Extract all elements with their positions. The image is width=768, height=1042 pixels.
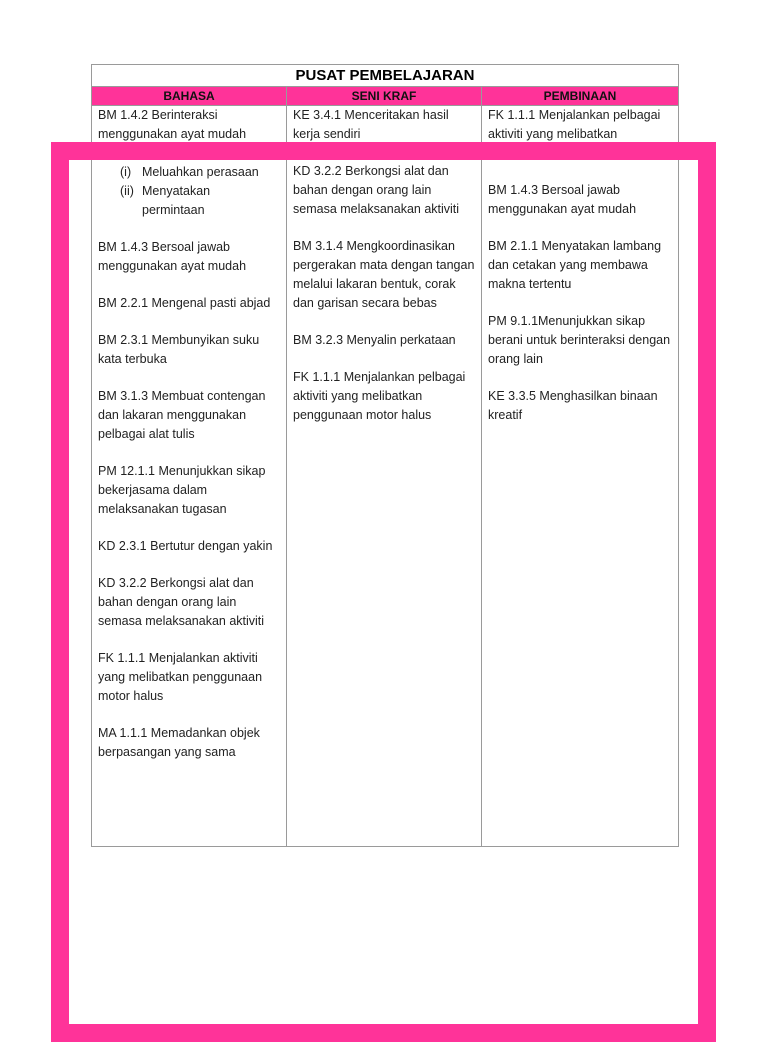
- list-item: FK 1.1.1 Menjalankan pelbagai aktiviti yang melibatkan penggunaan motor halus: [293, 370, 466, 422]
- table-title: PUSAT PEMBELAJARAN: [92, 65, 679, 87]
- list-item: PM 9.1.1Menunjukkan sikap berani untuk berinteraksi dengan orang lain: [488, 314, 671, 366]
- column-seni-kraf: [287, 106, 482, 847]
- list-item: MA 1.1.1 Memadankan objek berpasangan yang sama: [98, 726, 260, 759]
- column-header-pembinaan: PEMBINAAN: [482, 87, 679, 106]
- column-header-bahasa: BAHASA: [92, 87, 287, 106]
- list-item: BM 1.4.3 Bersoal jawab menggunakan ayat mudah: [98, 240, 247, 273]
- list-item: KE 3.4.1 Menceritakan hasil kerja sendiri: [293, 108, 449, 141]
- list-item: BM 2.3.1 Membunyikan suku kata terbuka: [98, 333, 260, 366]
- sub-list: [98, 163, 282, 220]
- list-item: BM 3.1.3 Membuat contengan dan lakaran menggunakan pelbagai alat tulis: [98, 389, 266, 441]
- list-item: BM 1.4.2 Berinteraksi menggunakan ayat mudah: [98, 108, 247, 141]
- list-item: KD 3.2.2 Berkongsi alat dan bahan dengan orang lain semasa melaksanakan aktiviti: [98, 576, 265, 628]
- column-bahasa: [92, 106, 287, 847]
- list-item: PM 12.1.1 Menunjukkan sikap bekerjasama dalam melaksanakan tugasan: [98, 464, 266, 516]
- list-item: FK 1.1.1 Menjalankan aktiviti yang melibatkan penggunaan motor halus: [98, 651, 263, 703]
- list-item: BM 2.1.1 Menyatakan lambang dan cetakan yang membawa makna tertentu: [488, 239, 662, 291]
- list-item: BM 3.1.4 Mengkoordinasikan pergerakan mata dengan tangan melalui lakaran bentuk, corak dan garisan secara bebas: [293, 239, 475, 310]
- list-item: KD 3.2.2 Berkongsi alat dan bahan dengan orang lain semasa melaksanakan aktiviti: [293, 164, 460, 216]
- list-item: BM 2.2.1 Mengenal pasti abjad: [98, 296, 271, 310]
- column-header-seni-kraf: SENI KRAF: [287, 87, 482, 106]
- learning-center-table: [91, 64, 679, 847]
- sub-list-item: (ii) Menyatakan permintaan: [120, 184, 211, 217]
- sub-list-item: (i) Meluahkan perasaan: [120, 165, 259, 179]
- column-pembinaan: [482, 106, 679, 847]
- list-item: BM 1.4.3 Bersoal jawab menggunakan ayat mudah: [488, 183, 637, 216]
- list-item: FK 1.1.1 Menjalankan pelbagai aktiviti yang melibatkan penggunaan motor halus: [488, 108, 661, 160]
- list-item: BM 3.2.3 Menyalin perkataan: [293, 333, 456, 347]
- list-item: KD 2.3.1 Bertutur dengan yakin: [98, 539, 273, 553]
- list-item: KE 3.3.5 Menghasilkan binaan kreatif: [488, 389, 658, 422]
